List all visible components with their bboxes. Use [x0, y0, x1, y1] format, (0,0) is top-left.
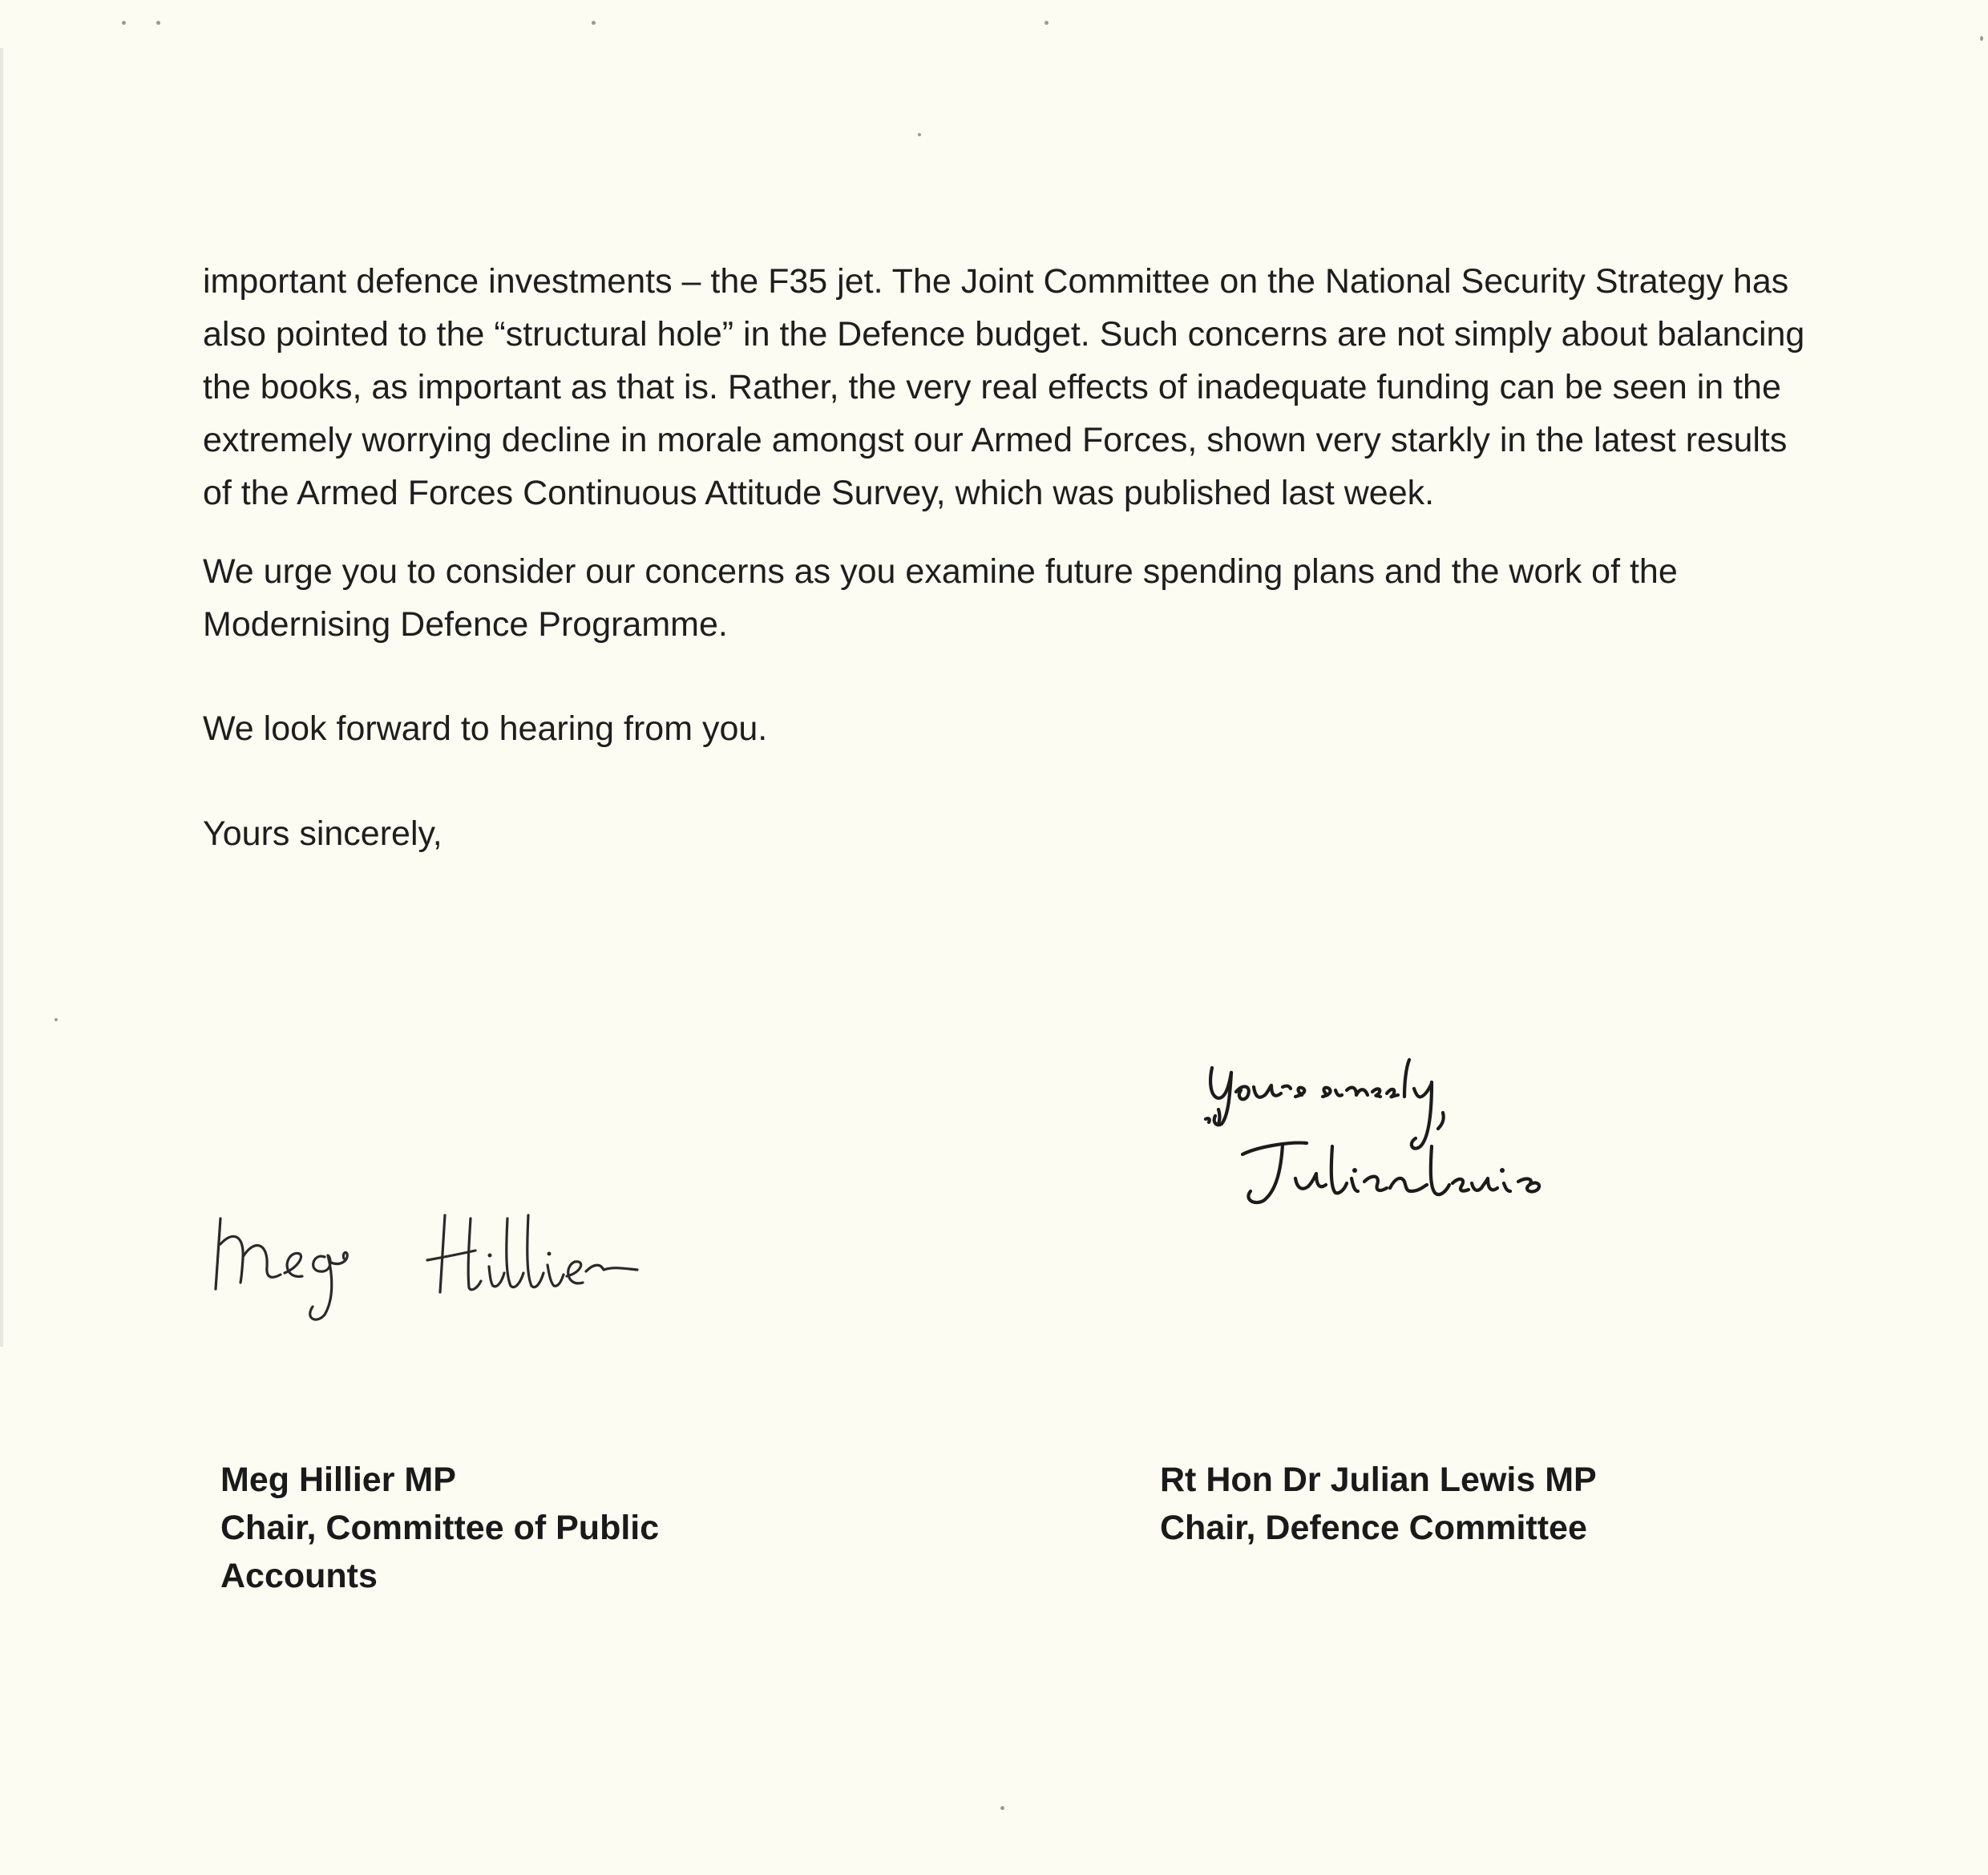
scan-edge-shadow [0, 48, 3, 1347]
signatory-role-line: Accounts [220, 1557, 378, 1595]
scan-speck [918, 133, 921, 136]
signatory-role-line: Chair, Committee of Public [220, 1509, 660, 1547]
scan-speck [1000, 1806, 1004, 1810]
paragraph-funding-concerns: important defence investments – the F35 jet. The Joint Committee on the National Security Strategy has also pointed to the “structural hole” in the Defence budget. Such concerns are not simply about balancing the books, as important as that is. Rather, the very real effects of inadequate funding can be seen in the extremely worrying decline in morale amongst our Armed Forces, shown very starkly in the latest results of the Armed Forces Continuous Attitude Survey, which was published last week. [203, 262, 1805, 512]
letter-body [203, 255, 1806, 860]
scan-speck [1980, 36, 1983, 41]
signature-julian-lewis [1194, 1050, 1611, 1259]
signatory-role-line: Chair, Defence Committee [1160, 1509, 1587, 1547]
paragraph-urge: We urge you to consider our concerns as you examine future spending plans and the work of the Modernising Defence Programme. [203, 552, 1678, 644]
scan-speck [156, 21, 160, 25]
scan-speck [592, 21, 596, 25]
signatory-name: Meg Hillier MP [220, 1461, 456, 1499]
closing-salutation: Yours sincerely, [203, 814, 442, 853]
signatory-left [220, 1456, 659, 1600]
signature-meg-hillier [204, 1186, 685, 1323]
paragraph-look-forward: We look forward to hearing from you. [203, 709, 768, 748]
scan-speck [122, 21, 126, 25]
scan-speck [55, 1018, 58, 1021]
scan-speck [1045, 21, 1049, 25]
signatory-name: Rt Hon Dr Julian Lewis MP [1160, 1461, 1597, 1499]
signatory-right [1160, 1456, 1597, 1552]
